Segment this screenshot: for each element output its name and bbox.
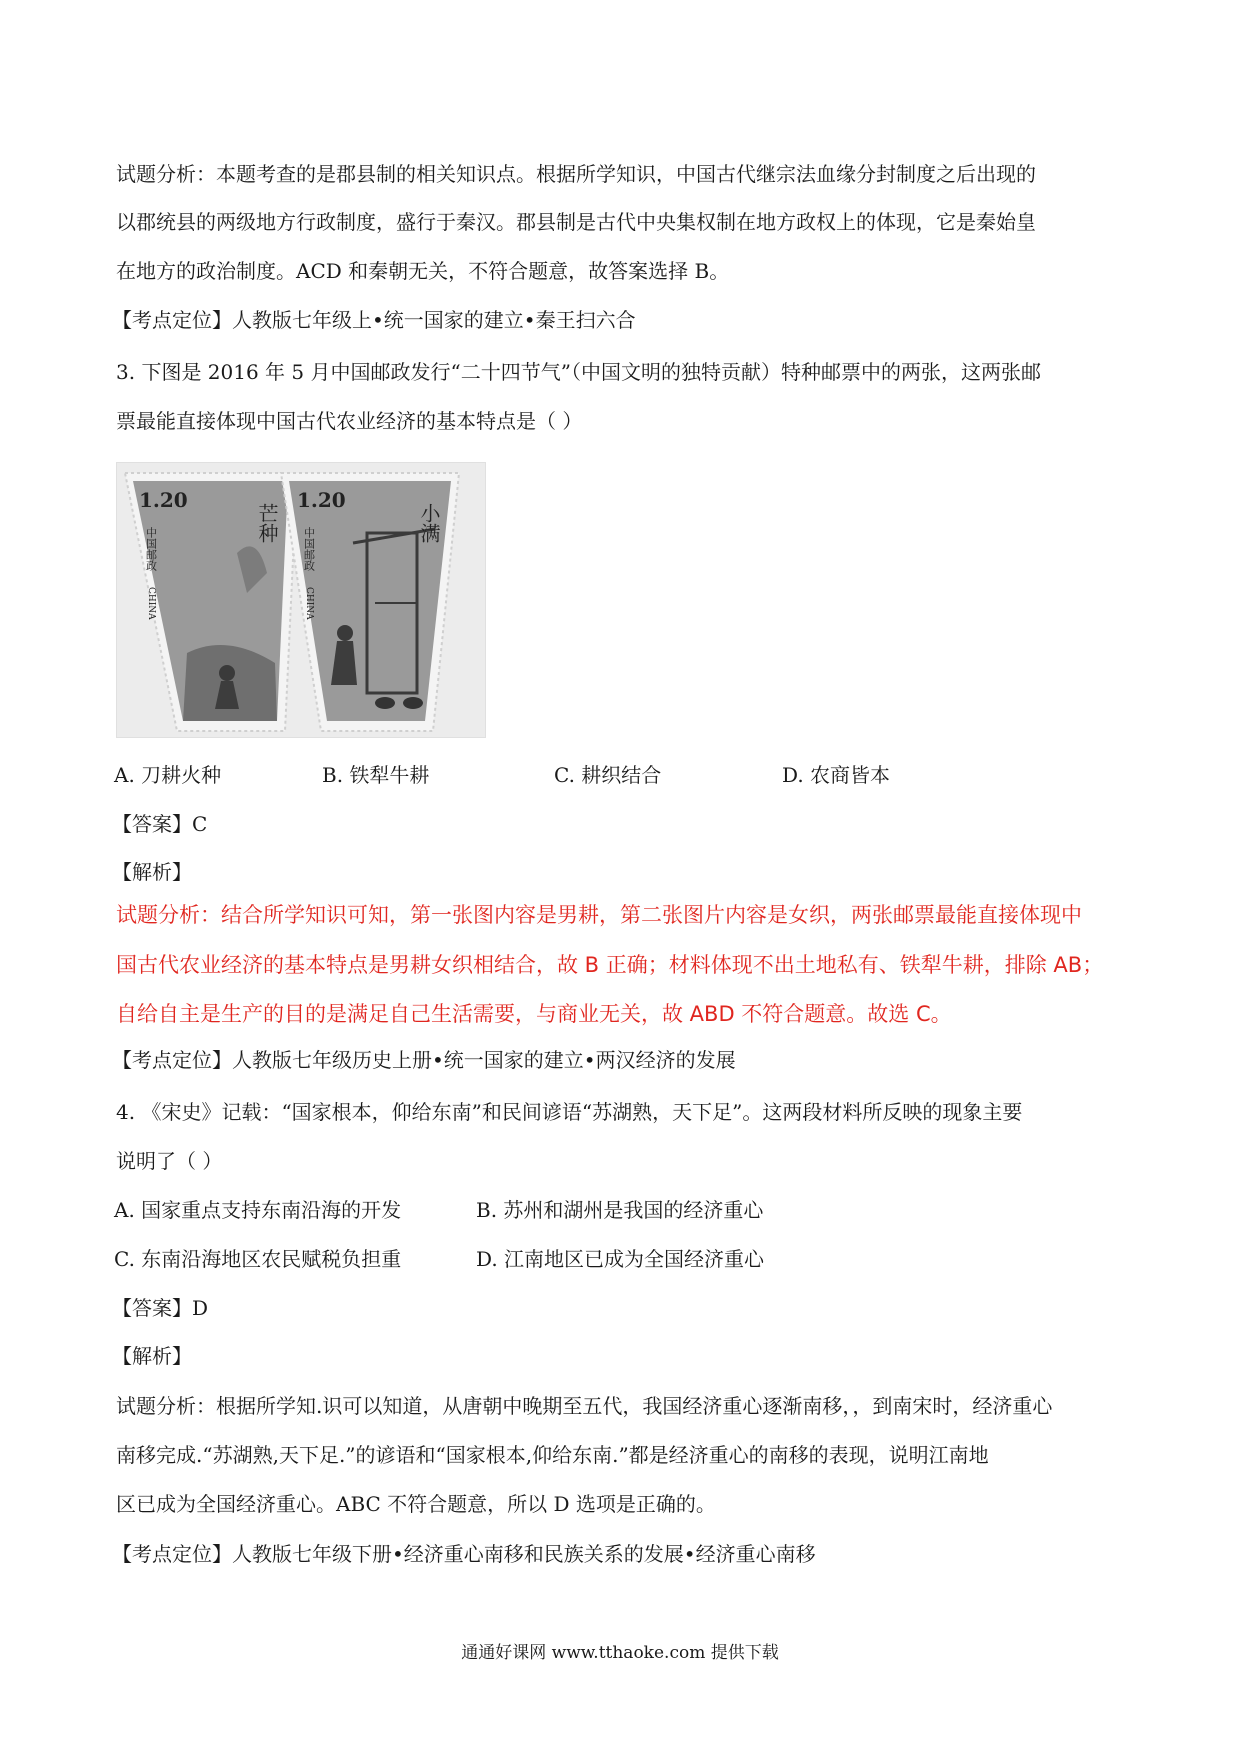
q3-analysis-line: 国古代农业经济的基本特点是男耕女织相结合，故 B 正确；材料体现不出土地私有、铁犁牛耕，排除 AB；	[116, 953, 1104, 977]
q4-question-line: 4. 《宋史》记载：“国家根本，仰给东南”和民间谚语“苏湖熟，天下足”。这两段材料所反映的现象主要	[116, 1100, 1023, 1124]
q3-option-b: B. 铁犁牛耕	[322, 763, 430, 787]
q2-analysis-line: 在地方的政治制度。ACD 和秦朝无关，不符合题意，故答案选择 B。	[116, 259, 730, 283]
q4-analysis-line: 南移完成.“苏湖熟,天下足.”的谚语和“国家根本,仰给东南.”都是经济重心的南移的表现，说明江南地	[116, 1443, 989, 1467]
q3-question-line: 3. 下图是 2016 年 5 月中国邮政发行“二十四节气”（中国文明的独特贡献）特种邮票中的两张，这两张邮	[116, 360, 1041, 384]
stamp-latin: CHINA	[304, 587, 314, 620]
q3-jiexi-heading: 【解析】	[112, 860, 192, 884]
q4-analysis-line: 区已成为全国经济重心。ABC 不符合题意，所以 D 选项是正确的。	[116, 1492, 716, 1516]
stamp-mangzhong	[125, 473, 297, 731]
stamps-figure	[116, 462, 486, 738]
stamp-name: 小满	[417, 503, 441, 543]
stamps-illustration	[117, 463, 485, 737]
q4-option-b: B. 苏州和湖州是我国的经济重心	[476, 1198, 764, 1222]
q4-option-d: D. 江南地区已成为全国经济重心	[476, 1247, 765, 1271]
q4-analysis-line: 试题分析：根据所学知.识可以知道，从唐朝中晚期至五代，我国经济重心逐渐南移，，到南宋时，经济重心	[116, 1394, 1053, 1418]
q3-analysis-line: 自给自主是生产的目的是满足自己生活需要，与商业无关，故 ABD 不符合题意。故选 C。	[116, 1002, 952, 1026]
stamp-latin: CHINA	[146, 587, 156, 620]
page-footer: 通通好课网 www.tthaoke.com 提供下载	[461, 1643, 779, 1663]
stamp-xiaoman	[281, 473, 459, 731]
q3-answer: 【答案】C	[112, 812, 208, 836]
q3-option-c: C. 耕织结合	[554, 763, 662, 787]
stamp-value: 1.20	[139, 488, 188, 512]
stamp-name: 芒种	[255, 503, 279, 543]
q2-analysis-line: 以郡统县的两级地方行政制度，盛行于秦汉。郡县制是古代中央集权制在地方政权上的体现，它是秦始皇	[116, 210, 1036, 234]
q3-kaodian: 【考点定位】人教版七年级历史上册•统一国家的建立•两汉经济的发展	[112, 1048, 736, 1072]
q3-analysis-line: 试题分析：结合所学知识可知，第一张图内容是男耕，第二张图片内容是女织，两张邮票最能直接体现中	[116, 903, 1082, 927]
q4-option-c: C. 东南沿海地区农民赋税负担重	[114, 1247, 402, 1271]
stamp-value: 1.20	[297, 488, 346, 512]
q4-answer: 【答案】D	[112, 1296, 209, 1320]
q3-option-d: D. 农商皆本	[782, 763, 891, 787]
q3-option-a: A. 刀耕火种	[114, 763, 222, 787]
q2-analysis-line: 试题分析：本题考查的是郡县制的相关知识点。根据所学知识，中国古代继宗法血缘分封制度之后出现的	[116, 162, 1036, 186]
q4-jiexi-heading: 【解析】	[112, 1344, 192, 1368]
q4-question-line: 说明了（ ）	[116, 1149, 223, 1173]
q3-question-line: 票最能直接体现中国古代农业经济的基本特点是（ ）	[116, 409, 583, 433]
stamp-country: 中国邮政	[144, 527, 158, 571]
q4-kaodian: 【考点定位】人教版七年级下册•经济重心南移和民族关系的发展•经济重心南移	[112, 1542, 816, 1566]
stamp-country: 中国邮政	[302, 527, 316, 571]
q2-kaodian: 【考点定位】人教版七年级上•统一国家的建立•秦王扫六合	[112, 308, 636, 332]
q4-option-a: A. 国家重点支持东南沿海的开发	[114, 1198, 402, 1222]
